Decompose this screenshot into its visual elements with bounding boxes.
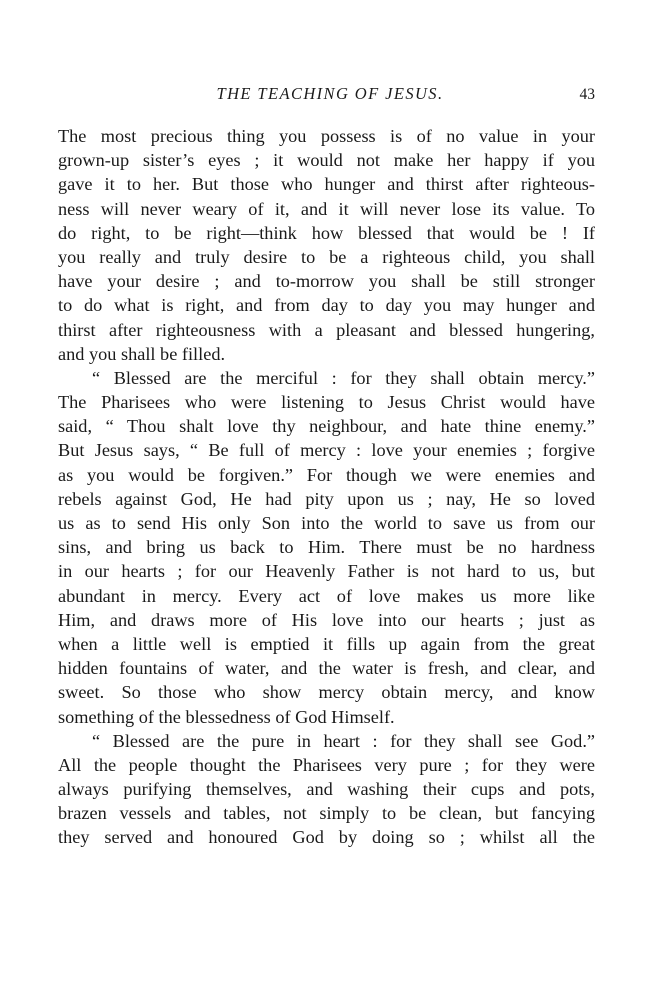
paragraph bbox=[58, 124, 595, 366]
text-line: when a little well is emptied it fills up again from the great bbox=[58, 633, 595, 654]
text-line: sins, and bring us back to Him. There must be no hardness bbox=[58, 537, 595, 558]
text-line: abundant in mercy. Every act of love makes us more like bbox=[58, 585, 595, 606]
text-line: ness will never weary of it, and it will never lose its value. To bbox=[58, 198, 595, 219]
text-line: All the people thought the Pharisees very pure ; for they were bbox=[58, 754, 595, 775]
text-line: Him, and draws more of His love into our hearts ; just as bbox=[58, 609, 595, 630]
text-line: But Jesus says, “ Be full of mercy : love your enemies ; forgive bbox=[58, 440, 595, 461]
text-line: something of the blessedness of God Himself. bbox=[58, 706, 395, 727]
text-line: rebels against God, He had pity upon us ; nay, He so loved bbox=[58, 488, 595, 509]
paragraph bbox=[58, 729, 595, 850]
text-line: and you shall be filled. bbox=[58, 343, 226, 364]
text-line: gave it to her. But those who hunger and thirst after righteous- bbox=[58, 174, 595, 195]
text-line: said, “ Thou shalt love thy neighbour, and hate thine enemy.” bbox=[58, 416, 595, 437]
text-line: “ Blessed are the merciful : for they shall obtain mercy.” bbox=[92, 367, 595, 388]
body-text bbox=[58, 124, 595, 850]
page-number: 43 bbox=[579, 86, 595, 103]
running-title: THE TEACHING OF JESUS. bbox=[216, 84, 444, 103]
text-line: us as to send His only Son into the world to save us from our bbox=[58, 513, 595, 533]
text-line: “ Blessed are the pure in heart : for they shall see God.” bbox=[92, 730, 595, 751]
text-line: always purifying themselves, and washing their cups and pots, bbox=[58, 779, 595, 800]
text-line: thirst after righteousness with a pleasant and blessed hungering, bbox=[58, 319, 595, 340]
text-line: The most precious thing you possess is of no value in your bbox=[58, 126, 595, 146]
text-line: have your desire ; and to-morrow you shall be still stronger bbox=[58, 271, 595, 292]
text-line: do right, to be right—think how blessed that would be ! If bbox=[58, 222, 595, 243]
text-line: sweet. So those who show mercy obtain mercy, and know bbox=[58, 682, 595, 703]
text-line: brazen vessels and tables, not simply to be clean, but fancying bbox=[58, 803, 595, 824]
text-line: in our hearts ; for our Heavenly Father is not hard to us, but bbox=[58, 561, 595, 582]
text-line: hidden fountains of water, and the water is fresh, and clear, and bbox=[58, 658, 595, 679]
text-line: The Pharisees who were listening to Jesus Christ would have bbox=[58, 392, 595, 413]
paragraph bbox=[58, 366, 595, 729]
text-line: you really and truly desire to be a righteous child, you shall bbox=[58, 246, 595, 267]
running-head bbox=[0, 84, 667, 108]
text-line: as you would be forgiven.” For though we were enemies and bbox=[58, 464, 595, 485]
text-line: grown-up sister’s eyes ; it would not make her happy if you bbox=[58, 150, 595, 171]
text-line: they served and honoured God by doing so ; whilst all the bbox=[58, 827, 595, 848]
text-line: to do what is right, and from day to day you may hunger and bbox=[58, 295, 595, 316]
